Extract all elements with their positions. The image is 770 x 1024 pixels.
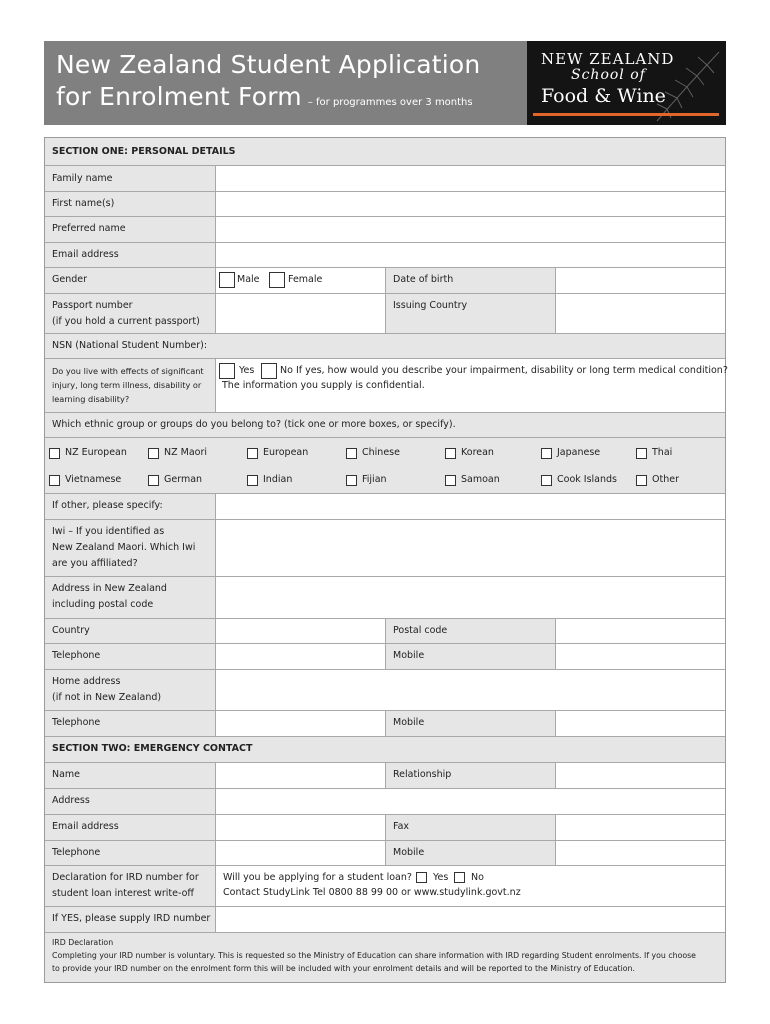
country-label: Country bbox=[52, 625, 90, 636]
ird-declaration-line-1: Completing your IRD number is voluntary. This is requested so the Ministry of Education can share information with IRD regarding Student enrolments. If you choose bbox=[52, 951, 696, 960]
form-title bbox=[56, 49, 480, 119]
telephone-field[interactable] bbox=[215, 644, 385, 669]
ird-number-row bbox=[45, 907, 725, 933]
ethnic-option-label: Cook Islands bbox=[557, 474, 617, 485]
passport-label-line-2: (if you hold a current passport) bbox=[52, 316, 200, 327]
passport-label-line-1: Passport number bbox=[52, 300, 133, 311]
preferred-name-field[interactable] bbox=[215, 217, 725, 242]
loan-no-checkbox[interactable] bbox=[454, 872, 465, 883]
iwi-label bbox=[52, 524, 195, 572]
loan-yes-checkbox[interactable] bbox=[416, 872, 427, 883]
contact-name-label: Name bbox=[52, 769, 81, 780]
family-name-field[interactable] bbox=[215, 166, 725, 191]
fax-label: Fax bbox=[393, 821, 410, 832]
ethnic-option-label: Indian bbox=[263, 474, 293, 485]
ird-declaration-line-2: to provide your IRD number on the enrolment form this will be included with your enrolment details and will be reported to the Ministry of Education. bbox=[52, 964, 635, 973]
ethnic-option-label: NZ European bbox=[65, 447, 127, 458]
family-name-row bbox=[45, 166, 725, 192]
ird-label-line-1: Declaration for IRD number for bbox=[52, 872, 199, 883]
passport-row bbox=[45, 294, 725, 334]
ethnic-question: Which ethnic group or groups do you belong to? (tick one or more boxes, or specify). bbox=[52, 419, 456, 430]
contact-email-label: Email address bbox=[52, 821, 119, 832]
contact-address-field[interactable] bbox=[215, 789, 725, 814]
contact-name-field[interactable] bbox=[215, 763, 385, 788]
male-checkbox[interactable] bbox=[219, 272, 235, 288]
country-row bbox=[45, 619, 725, 644]
dob-field[interactable] bbox=[555, 268, 725, 293]
section-two-title: SECTION TWO: EMERGENCY CONTACT bbox=[52, 743, 253, 754]
other-specify-field[interactable] bbox=[215, 494, 725, 519]
section-one-title: SECTION ONE: PERSONAL DETAILS bbox=[52, 146, 236, 157]
form-header bbox=[44, 41, 726, 125]
preferred-name-label: Preferred name bbox=[52, 223, 126, 234]
ethnic-checkbox[interactable] bbox=[148, 475, 159, 486]
nsn-label: NSN (National Student Number): bbox=[52, 340, 208, 351]
relationship-label: Relationship bbox=[393, 769, 452, 780]
passport-field[interactable] bbox=[215, 294, 385, 333]
ethnic-option-label: Thai bbox=[652, 447, 673, 458]
ird-loan-row bbox=[45, 866, 725, 907]
title-line-2 bbox=[56, 81, 480, 119]
title-line-1: New Zealand Student Application bbox=[56, 50, 481, 79]
ethnic-checkbox[interactable] bbox=[541, 448, 552, 459]
ethnic-checkbox[interactable] bbox=[49, 475, 60, 486]
male-label: Male bbox=[237, 274, 260, 285]
telephone-label: Telephone bbox=[52, 650, 101, 661]
family-name-label: Family name bbox=[52, 173, 113, 184]
disability-yes-checkbox[interactable] bbox=[219, 363, 235, 379]
gender-row bbox=[45, 268, 725, 294]
postal-code-label: Postal code bbox=[393, 625, 448, 636]
ethnic-checkbox[interactable] bbox=[247, 475, 258, 486]
disability-no-checkbox[interactable] bbox=[261, 363, 277, 379]
iwi-row bbox=[45, 520, 725, 577]
nsn-row bbox=[45, 334, 725, 359]
relationship-field[interactable] bbox=[555, 763, 725, 788]
first-names-label: First name(s) bbox=[52, 198, 115, 209]
fax-field[interactable] bbox=[555, 815, 725, 840]
iwi-line-2: New Zealand Maori. Which Iwi bbox=[52, 542, 196, 553]
logo-line-1: NEW ZEALAND bbox=[541, 50, 675, 68]
iwi-line-3: are you affiliated? bbox=[52, 558, 138, 569]
student-loan-question: Will you be applying for a student loan? bbox=[223, 872, 412, 883]
ethnic-checkbox[interactable] bbox=[346, 448, 357, 459]
enrolment-form bbox=[44, 137, 726, 983]
contact-address-label: Address bbox=[52, 795, 90, 806]
home-mobile-label: Mobile bbox=[393, 717, 425, 728]
school-logo bbox=[527, 41, 726, 125]
title-line-2-text: for Enrolment Form bbox=[56, 82, 302, 111]
telephone-row bbox=[45, 644, 725, 670]
disability-no-label: No If yes, how would you describe your impairment, disability or long term medical condition? bbox=[280, 365, 728, 376]
ethnic-option-label: Fijian bbox=[362, 474, 387, 485]
ethnic-checkbox[interactable] bbox=[49, 448, 60, 459]
ethnic-option-label: European bbox=[263, 447, 309, 458]
ethnic-option-label: Samoan bbox=[461, 474, 500, 485]
ethnic-checkbox[interactable] bbox=[346, 475, 357, 486]
preferred-name-row bbox=[45, 217, 725, 243]
other-specify-label: If other, please specify: bbox=[52, 500, 163, 511]
ird-number-label: If YES, please supply IRD number bbox=[52, 913, 211, 924]
nz-address-row bbox=[45, 577, 725, 619]
contact-name-row bbox=[45, 763, 725, 789]
title-banner bbox=[44, 41, 527, 125]
section-one-header bbox=[45, 138, 725, 166]
ethnic-option-label: Vietnamese bbox=[65, 474, 122, 485]
logo-line-3: Food & Wine bbox=[541, 85, 666, 107]
home-telephone-label: Telephone bbox=[52, 717, 101, 728]
contact-email-row bbox=[45, 815, 725, 841]
home-telephone-row bbox=[45, 711, 725, 737]
ethnic-checkbox[interactable] bbox=[541, 475, 552, 486]
female-label: Female bbox=[288, 274, 323, 285]
contact-telephone-row bbox=[45, 841, 725, 866]
ethnic-checkbox[interactable] bbox=[247, 448, 258, 459]
dob-label: Date of birth bbox=[393, 274, 454, 285]
form-subtitle: – for programmes over 3 months bbox=[307, 97, 473, 108]
ethnic-options bbox=[45, 438, 725, 494]
ethnic-checkbox[interactable] bbox=[148, 448, 159, 459]
home-address-label bbox=[52, 674, 161, 706]
disability-line-2: injury, long term illness, disability or bbox=[52, 380, 202, 390]
disability-yes-label: Yes bbox=[239, 365, 255, 376]
ethnic-checkbox[interactable] bbox=[636, 475, 647, 486]
disability-row bbox=[45, 359, 728, 413]
postal-code-field[interactable] bbox=[555, 619, 725, 643]
ethnic-option-label: Chinese bbox=[362, 447, 400, 458]
contact-address-row bbox=[45, 789, 725, 815]
contact-telephone-label: Telephone bbox=[52, 847, 101, 858]
female-checkbox[interactable] bbox=[269, 272, 285, 288]
confidential-note: The information you supply is confidential. bbox=[222, 380, 425, 391]
section-two-header bbox=[45, 737, 725, 763]
home-address-line-1: Home address bbox=[52, 676, 121, 687]
ethnic-question-row bbox=[45, 413, 725, 438]
disability-line-1: Do you live with effects of significant bbox=[52, 366, 204, 376]
contact-mobile-field[interactable] bbox=[555, 841, 725, 865]
country-field[interactable] bbox=[215, 619, 385, 643]
ethnic-option-label: Korean bbox=[461, 447, 494, 458]
issuing-country-label: Issuing Country bbox=[393, 300, 468, 311]
other-specify-row bbox=[45, 494, 725, 520]
contact-mobile-label: Mobile bbox=[393, 847, 425, 858]
ethnic-checkbox[interactable] bbox=[445, 448, 456, 459]
first-names-field[interactable] bbox=[215, 192, 725, 216]
contact-telephone-field[interactable] bbox=[215, 841, 385, 865]
contact-email-field[interactable] bbox=[215, 815, 385, 840]
ird-number-field[interactable] bbox=[215, 907, 725, 932]
disability-question bbox=[52, 364, 204, 406]
logo-line-2: School of bbox=[571, 67, 646, 83]
nz-address-label bbox=[52, 581, 167, 613]
home-mobile-field[interactable] bbox=[555, 711, 725, 736]
ird-label bbox=[52, 870, 199, 902]
ird-declaration-title: IRD Declaration bbox=[52, 938, 114, 947]
iwi-field[interactable] bbox=[215, 520, 725, 576]
home-telephone-field[interactable] bbox=[215, 711, 385, 736]
ird-declaration-text bbox=[52, 936, 696, 975]
ethnic-option-label: NZ Maori bbox=[164, 447, 208, 458]
email-label: Email address bbox=[52, 249, 119, 260]
ethnic-option-label: Other bbox=[652, 474, 679, 485]
ird-label-line-2: student loan interest write-off bbox=[52, 888, 194, 899]
studylink-contact: Contact StudyLink Tel 0800 88 99 00 or www.studylink.govt.nz bbox=[223, 887, 521, 898]
disability-line-3: learning disability? bbox=[52, 394, 130, 404]
loan-no-label: No bbox=[471, 872, 484, 883]
ethnic-option-label: Japanese bbox=[557, 447, 601, 458]
nz-address-field[interactable] bbox=[215, 577, 725, 618]
ird-declaration bbox=[45, 933, 725, 982]
nz-address-line-2: including postal code bbox=[52, 599, 154, 610]
home-address-row bbox=[45, 670, 725, 711]
passport-label bbox=[52, 298, 200, 330]
mobile-field[interactable] bbox=[555, 644, 725, 669]
home-address-field[interactable] bbox=[215, 670, 725, 710]
email-field[interactable] bbox=[215, 243, 725, 267]
ethnic-option-label: German bbox=[164, 474, 203, 485]
home-address-line-2: (if not in New Zealand) bbox=[52, 692, 162, 703]
ethnic-checkbox[interactable] bbox=[445, 475, 456, 486]
loan-yes-label: Yes bbox=[433, 872, 449, 883]
ethnic-checkbox[interactable] bbox=[636, 448, 647, 459]
first-names-row bbox=[45, 192, 725, 217]
issuing-country-field[interactable] bbox=[555, 294, 725, 333]
logo-accent-bar bbox=[533, 113, 719, 116]
gender-label: Gender bbox=[52, 274, 88, 285]
iwi-line-1: Iwi – If you identified as bbox=[52, 526, 165, 537]
mobile-label: Mobile bbox=[393, 650, 425, 661]
email-row bbox=[45, 243, 725, 268]
nz-address-line-1: Address in New Zealand bbox=[52, 583, 167, 594]
